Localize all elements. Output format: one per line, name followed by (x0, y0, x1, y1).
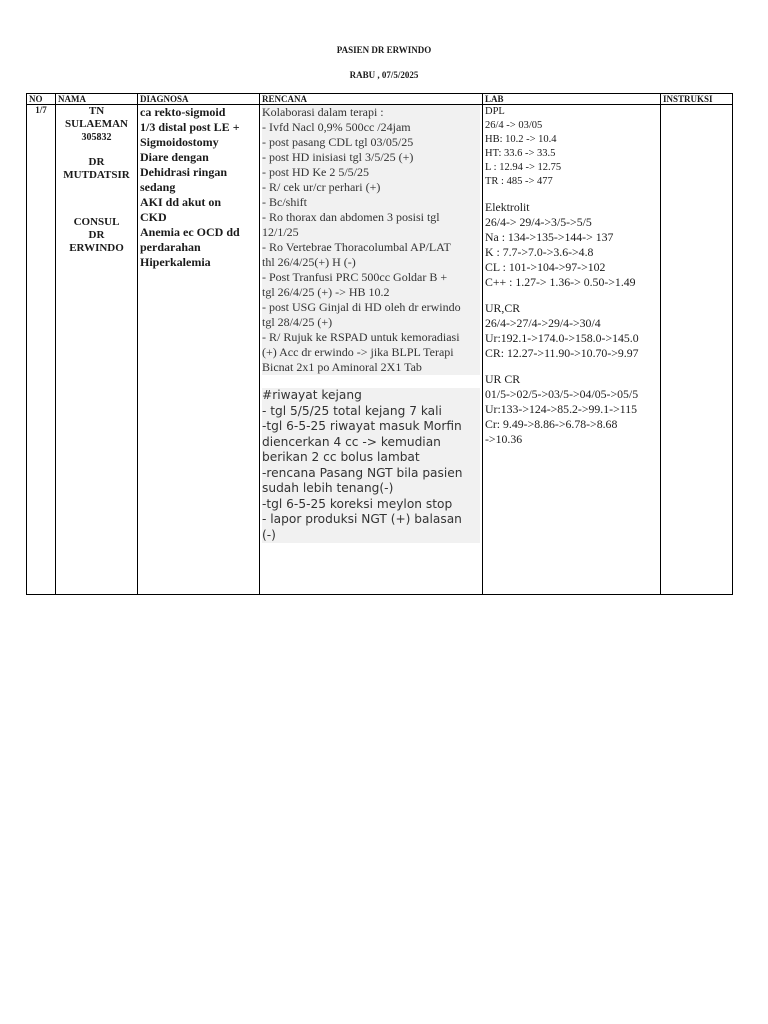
lab-line: CL : 101->104->97->102 (485, 260, 606, 274)
diagnosis-line: Hiperkalemia (140, 255, 211, 269)
consul-line: CONSUL (73, 216, 120, 228)
patient-table (26, 93, 733, 595)
seizure-note-line: berikan 2 cc bolus lambat (262, 450, 480, 466)
header-instruksi: INSTRUKSI (661, 94, 733, 105)
plan-line: - post USG Ginjal di HD oleh dr erwindo (262, 300, 480, 315)
plan-line: Kolaborasi dalam terapi : (262, 105, 480, 120)
diagnosa-cell (138, 105, 260, 595)
lab-line: UR,CR (485, 301, 521, 315)
lab-line: Elektrolit (485, 200, 530, 214)
plan-line: - Post Tranfusi PRC 500cc Goldar B + (262, 270, 480, 285)
consul-line: ERWINDO (69, 242, 124, 254)
lab-line: 01/5->02/5->03/5->04/05->05/5 (485, 387, 639, 401)
lab-line: K : 7.7->7.0->3.6->4.8 (485, 245, 594, 259)
plan-line: tgl 26/4/25 (+) -> HB 10.2 (262, 285, 480, 300)
lab-line: DPL (485, 106, 505, 117)
plan-line: - post HD inisiasi tgl 3/5/25 (+) (262, 150, 480, 165)
lab-line: ->10.36 (485, 432, 523, 446)
lab-line: 26/4-> 29/4->3/5->5/5 (485, 215, 592, 229)
diagnosis-line: Dehidrasi ringan (140, 165, 228, 179)
patient-record-number: 305832 (81, 132, 112, 143)
table-row (27, 105, 733, 595)
doctor-line: MUTDATSIR (63, 169, 130, 181)
instruksi-cell (661, 105, 733, 595)
header-diagnosa: DIAGNOSA (138, 94, 260, 105)
diagnosis-line: Diare dengan (140, 150, 209, 164)
patient-name-line: TN (88, 105, 105, 117)
header-lab: LAB (483, 94, 661, 105)
rencana-cell (260, 105, 483, 595)
seizure-note-line: - tgl 5/5/25 total kejang 7 kali (262, 404, 480, 420)
lab-line: CR: 12.27->11.90->10.70->9.97 (485, 346, 639, 360)
row-no: 1/7 (27, 105, 56, 595)
lab-line: Ur:192.1->174.0->158.0->145.0 (485, 331, 639, 345)
seizure-note-line: #riwayat kejang (262, 388, 480, 404)
diagnosis-line: sedang (140, 180, 176, 194)
diagnosis-line: 1/3 distal post LE + (140, 120, 240, 134)
plan-line: - post HD Ke 2 5/5/25 (262, 165, 480, 180)
lab-line: HT: 33.6 -> 33.5 (485, 148, 556, 159)
diagnosis-line: Sigmoidostomy (140, 135, 219, 149)
lab-line: TR : 485 -> 477 (485, 176, 553, 187)
plan-line: - R/ cek ur/cr perhari (+) (262, 180, 480, 195)
document-date: RABU , 07/5/2025 (349, 70, 419, 80)
header-no: NO (27, 94, 56, 105)
plan-line: - Ivfd Nacl 0,9% 500cc /24jam (262, 120, 480, 135)
document-title: PASIEN DR ERWINDO (336, 45, 432, 55)
diagnosis-line: AKI dd akut on (140, 195, 222, 209)
plan-line: (+) Acc dr erwindo -> jika BLPL Terapi (262, 345, 480, 360)
plan-line: tgl 28/4/25 (+) (262, 315, 480, 330)
seizure-note-line: -rencana Pasang NGT bila pasien (262, 466, 480, 482)
plan-line: 12/1/25 (262, 225, 480, 240)
plan-line: - post pasang CDL tgl 03/05/25 (262, 135, 480, 150)
plan-line: - Ro thorax dan abdomen 3 posisi tgl (262, 210, 480, 225)
patient-name-line: SULAEMAN (65, 118, 128, 130)
consul-line: DR (88, 229, 105, 241)
diagnosis-line: ca rekto-sigmoid (140, 105, 226, 119)
lab-line: C++ : 1.27-> 1.36-> 0.50->1.49 (485, 275, 636, 289)
seizure-note-line: sudah lebih tenang(-) (262, 481, 480, 497)
diagnosis-line: perdarahan (140, 240, 201, 254)
seizure-note-line: -tgl 6-5-25 koreksi meylon stop (262, 497, 480, 513)
nama-cell (56, 105, 138, 595)
diagnosis-line: Anemia ec OCD dd (140, 225, 240, 239)
plan-line: - Bc/shift (262, 195, 480, 210)
doctor-line: DR (88, 156, 105, 168)
plan-line: - Ro Vertebrae Thoracolumbal AP/LAT (262, 240, 480, 255)
plan-line: thl 26/4/25(+) H (-) (262, 255, 480, 270)
lab-line: Cr: 9.49->8.86->6.78->8.68 (485, 417, 618, 431)
seizure-note-line: diencerkan 4 cc -> kemudian (262, 435, 480, 451)
lab-line: HB: 10.2 -> 10.4 (485, 134, 557, 145)
header-nama: NAMA (56, 94, 138, 105)
seizure-note-line: (-) (262, 528, 480, 544)
seizure-note-line: -tgl 6-5-25 riwayat masuk Morfin (262, 419, 480, 435)
plan-line: - R/ Rujuk ke RSPAD untuk kemoradiasi (262, 330, 480, 345)
lab-line: 26/4->27/4->29/4->30/4 (485, 316, 601, 330)
lab-line: 26/4 -> 03/05 (485, 120, 543, 131)
header-rencana: RENCANA (260, 94, 483, 105)
lab-line: UR CR (485, 372, 521, 386)
lab-cell (483, 105, 661, 595)
diagnosis-line: CKD (140, 210, 167, 224)
lab-line: Na : 134->135->144-> 137 (485, 230, 614, 244)
table-header-row (27, 94, 733, 105)
lab-line: L : 12.94 -> 12.75 (485, 162, 562, 173)
seizure-note-line: - lapor produksi NGT (+) balasan (262, 512, 480, 528)
lab-line: Ur:133->124->85.2->99.1->115 (485, 402, 637, 416)
plan-line: Bicnat 2x1 po Aminoral 2X1 Tab (262, 360, 480, 375)
